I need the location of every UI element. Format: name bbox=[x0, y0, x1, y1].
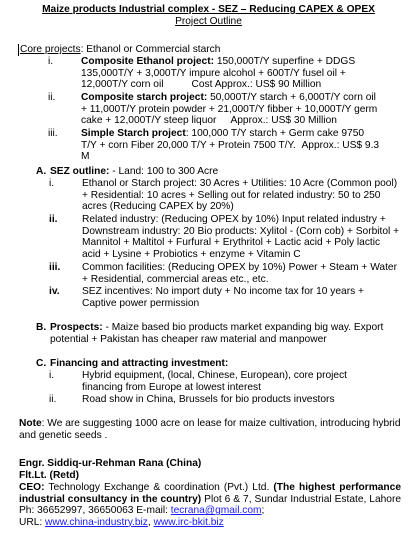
note-paragraph bbox=[19, 418, 401, 441]
list-number: iv. bbox=[49, 286, 60, 297]
document-subtitle: Project Outline bbox=[175, 16, 242, 27]
list-item bbox=[49, 262, 400, 286]
signature-details bbox=[19, 482, 401, 528]
document-title: Maize products Industrial complex - SEZ – Reducing CAPEX & OPEX bbox=[42, 4, 375, 15]
core-projects-suffix: : Ethanol or Commercial starch bbox=[80, 44, 221, 55]
list-item-text: Common facilities: (Reducing OPEX by 10%) Power + Steam + Water + Residential, commercial areas etc., etc. bbox=[82, 262, 397, 285]
list-item-text: Road show in China, Brussels for bio products investors bbox=[82, 394, 335, 405]
list-number: ii. bbox=[49, 214, 58, 225]
project-cost: Cost Approx.: US$ 90 Million bbox=[191, 79, 322, 91]
prospects-text: - Maize based bio products market expanding big way. Export potential + Pakistan has cheaper raw material and manpower bbox=[50, 322, 384, 345]
list-number: i. bbox=[48, 56, 54, 67]
list-item-text: Related industry: (Reducing OPEX by 10%) Input related industry + Downstream industry: 20 Bio products: Xylitol - (Corn cob) + Sorbitol + Mannitol + Maltitol + Furfural + Erythritol + Lactic acid + Poly lactic acid + Lysine + Probiotics + enzyme + Vitamin C bbox=[82, 214, 400, 260]
list-item bbox=[49, 370, 382, 394]
list-item bbox=[48, 56, 381, 92]
list-item bbox=[49, 178, 400, 214]
list-item-text: Ethanol or Starch project: 30 Acres + Utilities: 10 Acre (Common pool) + Residential: 10 acres + Selling out for related industry: 50 to 250 acres (Reducing CAPEX by 20%) bbox=[82, 178, 398, 213]
url-separator: , bbox=[147, 516, 154, 528]
company-name: Technology Exchange & coordination (Pvt.) Ltd. bbox=[44, 482, 274, 493]
section-letter: C. bbox=[36, 358, 47, 369]
signature-title: Flt.Lt. (Retd) bbox=[19, 470, 79, 481]
company-tagline: (The highest performance industrial consultancy in the country) bbox=[19, 482, 401, 505]
list-item-text: Hybrid equipment, (local, Chinese, European), core project financing from Europe at lowest interest bbox=[82, 370, 348, 393]
list-number: ii. bbox=[48, 92, 56, 103]
financing-heading: Financing and attracting investment: bbox=[50, 358, 229, 369]
sez-section bbox=[36, 166, 400, 178]
project-details: 50,000T/Y starch + 6,000T/Y corn oil + 11,000T/Y protein powder + 21,000T/Y fibber + 10,000T/Y germ cake + 12,000T/Y steep liquor bbox=[81, 92, 378, 127]
project-name: Composite Ethanol project: bbox=[81, 56, 215, 67]
project-name: Composite starch project: bbox=[81, 92, 208, 103]
project-name: Simple Starch project bbox=[81, 128, 186, 139]
company-address: Plot 6 & 7, Sundar Industrial Estate, Lahore Ph: 36652997, 36650063 E-mail: bbox=[19, 493, 402, 517]
url-label: URL: bbox=[19, 516, 46, 528]
list-item bbox=[48, 92, 381, 128]
list-number: iii. bbox=[48, 128, 58, 139]
list-number: i. bbox=[49, 178, 55, 189]
prospects-section bbox=[36, 322, 402, 345]
sez-list bbox=[49, 178, 400, 310]
url-link-irc-bkit[interactable]: www.irc-bkit.biz bbox=[153, 516, 224, 528]
project-cost: Approx.: US$ 30 Million bbox=[230, 115, 337, 127]
prospects-heading: Prospects: bbox=[50, 322, 103, 333]
signature-name: Engr. Siddiq-ur-Rehman Rana (China) bbox=[19, 458, 202, 469]
project-cost: Approx.: US$ 9.3 M bbox=[81, 139, 380, 163]
section-letter: B. bbox=[36, 322, 47, 333]
sez-heading: SEZ outline: bbox=[50, 166, 110, 177]
list-number: ii. bbox=[49, 394, 57, 405]
url-link-china-industry[interactable]: www.china-industry.biz bbox=[45, 516, 148, 528]
financing-section bbox=[36, 358, 400, 370]
section-letter: A. bbox=[36, 166, 47, 177]
list-number: iii. bbox=[49, 262, 61, 273]
note-label: Note bbox=[19, 418, 42, 429]
project-details: : 100,000 T/Y starch + Germ cake 9750 T/Y + corn Fiber 20,000 T/Y + Protein 7500 T/Y. bbox=[81, 128, 365, 151]
list-item bbox=[49, 394, 382, 406]
project-details: 150,000T/Y superfine + DDGS 135,000T/Y + 3,000T/Y impure alcohol + 600T/Y fusel oil + 12,000T/Y corn oil bbox=[81, 56, 356, 91]
list-item bbox=[49, 214, 400, 262]
note-text: : We are suggesting 1000 acre on lease for maize cultivation, introducing hybrid and genetic seeds . bbox=[19, 418, 401, 441]
sez-land: - Land: 100 to 300 Acre bbox=[109, 166, 219, 177]
core-projects-list bbox=[48, 56, 381, 163]
core-projects-label: Core projects bbox=[20, 44, 81, 55]
text-cursor bbox=[18, 44, 19, 56]
list-item bbox=[48, 128, 381, 163]
list-item-text: SEZ incentives: No import duty + No income tax for 10 years + Captive power permission bbox=[82, 286, 364, 309]
email-suffix: ; bbox=[261, 505, 265, 517]
ceo-label: CEO: bbox=[19, 482, 45, 493]
email-link[interactable]: tecrana@gmail.com bbox=[170, 505, 262, 517]
core-projects-heading bbox=[20, 44, 220, 56]
list-number: i. bbox=[49, 370, 55, 381]
financing-list bbox=[49, 370, 382, 406]
list-item bbox=[49, 286, 400, 310]
